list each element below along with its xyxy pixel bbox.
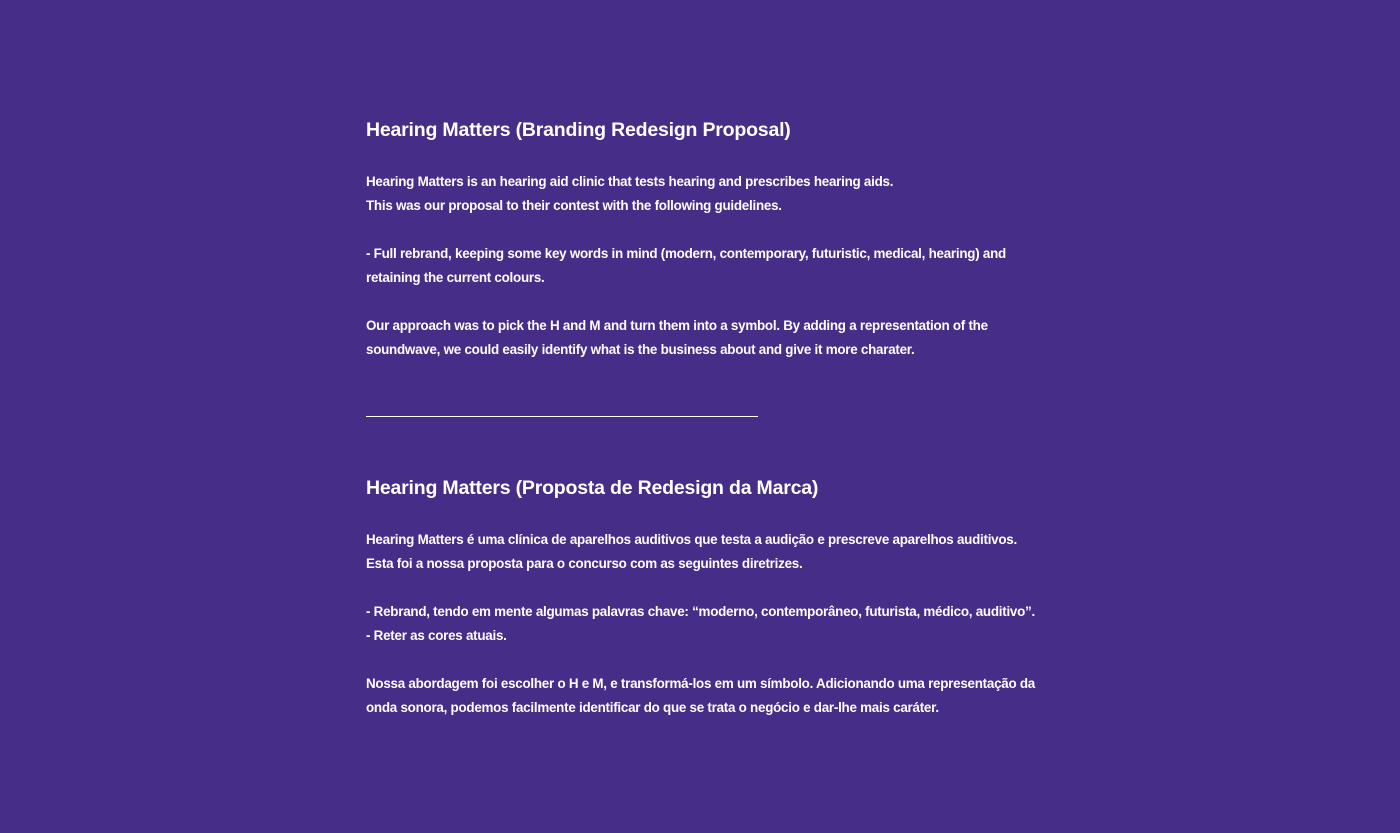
english-guidelines [366, 242, 1056, 290]
portuguese-line: onda sonora, podemos facilmente identificar do que se trata o negócio e dar-lhe mais caráter. [366, 700, 939, 715]
english-section [366, 116, 1056, 362]
english-line: soundwave, we could easily identify what is the business about and give it more charater. [366, 342, 915, 357]
portuguese-line: Hearing Matters é uma clínica de aparelhos auditivos que testa a audição e prescreve aparelhos auditivos. [366, 532, 1017, 547]
english-line: Our approach was to pick the H and M and turn them into a symbol. By adding a representation of the [366, 318, 988, 333]
portuguese-line: - Reter as cores atuais. [366, 628, 507, 643]
section-divider [366, 416, 758, 417]
portuguese-guidelines [366, 600, 1056, 648]
portuguese-line: - Rebrand, tendo em mente algumas palavras chave: “moderno, contemporâneo, futurista, médico, auditivo”. [366, 604, 1035, 619]
english-line: retaining the current colours. [366, 270, 545, 285]
english-intro [366, 170, 1056, 218]
portuguese-line: Esta foi a nossa proposta para o concurso com as seguintes diretrizes. [366, 556, 803, 571]
english-title: Hearing Matters (Branding Redesign Proposal) [366, 119, 791, 141]
portuguese-title: Hearing Matters (Proposta de Redesign da Marca) [366, 477, 819, 499]
english-line: This was our proposal to their contest with the following guidelines. [366, 198, 782, 213]
english-line: Hearing Matters is an hearing aid clinic that tests hearing and prescribes hearing aids. [366, 174, 894, 189]
portuguese-intro [366, 528, 1056, 576]
english-line: - Full rebrand, keeping some key words in mind (modern, contemporary, futuristic, medical, hearing) and [366, 246, 1006, 261]
english-approach [366, 314, 1056, 362]
portuguese-approach [366, 672, 1056, 720]
portuguese-line: Nossa abordagem foi escolher o H e M, e transformá-los em um símbolo. Adicionando uma representação da [366, 676, 1035, 691]
portuguese-section [366, 474, 1056, 720]
